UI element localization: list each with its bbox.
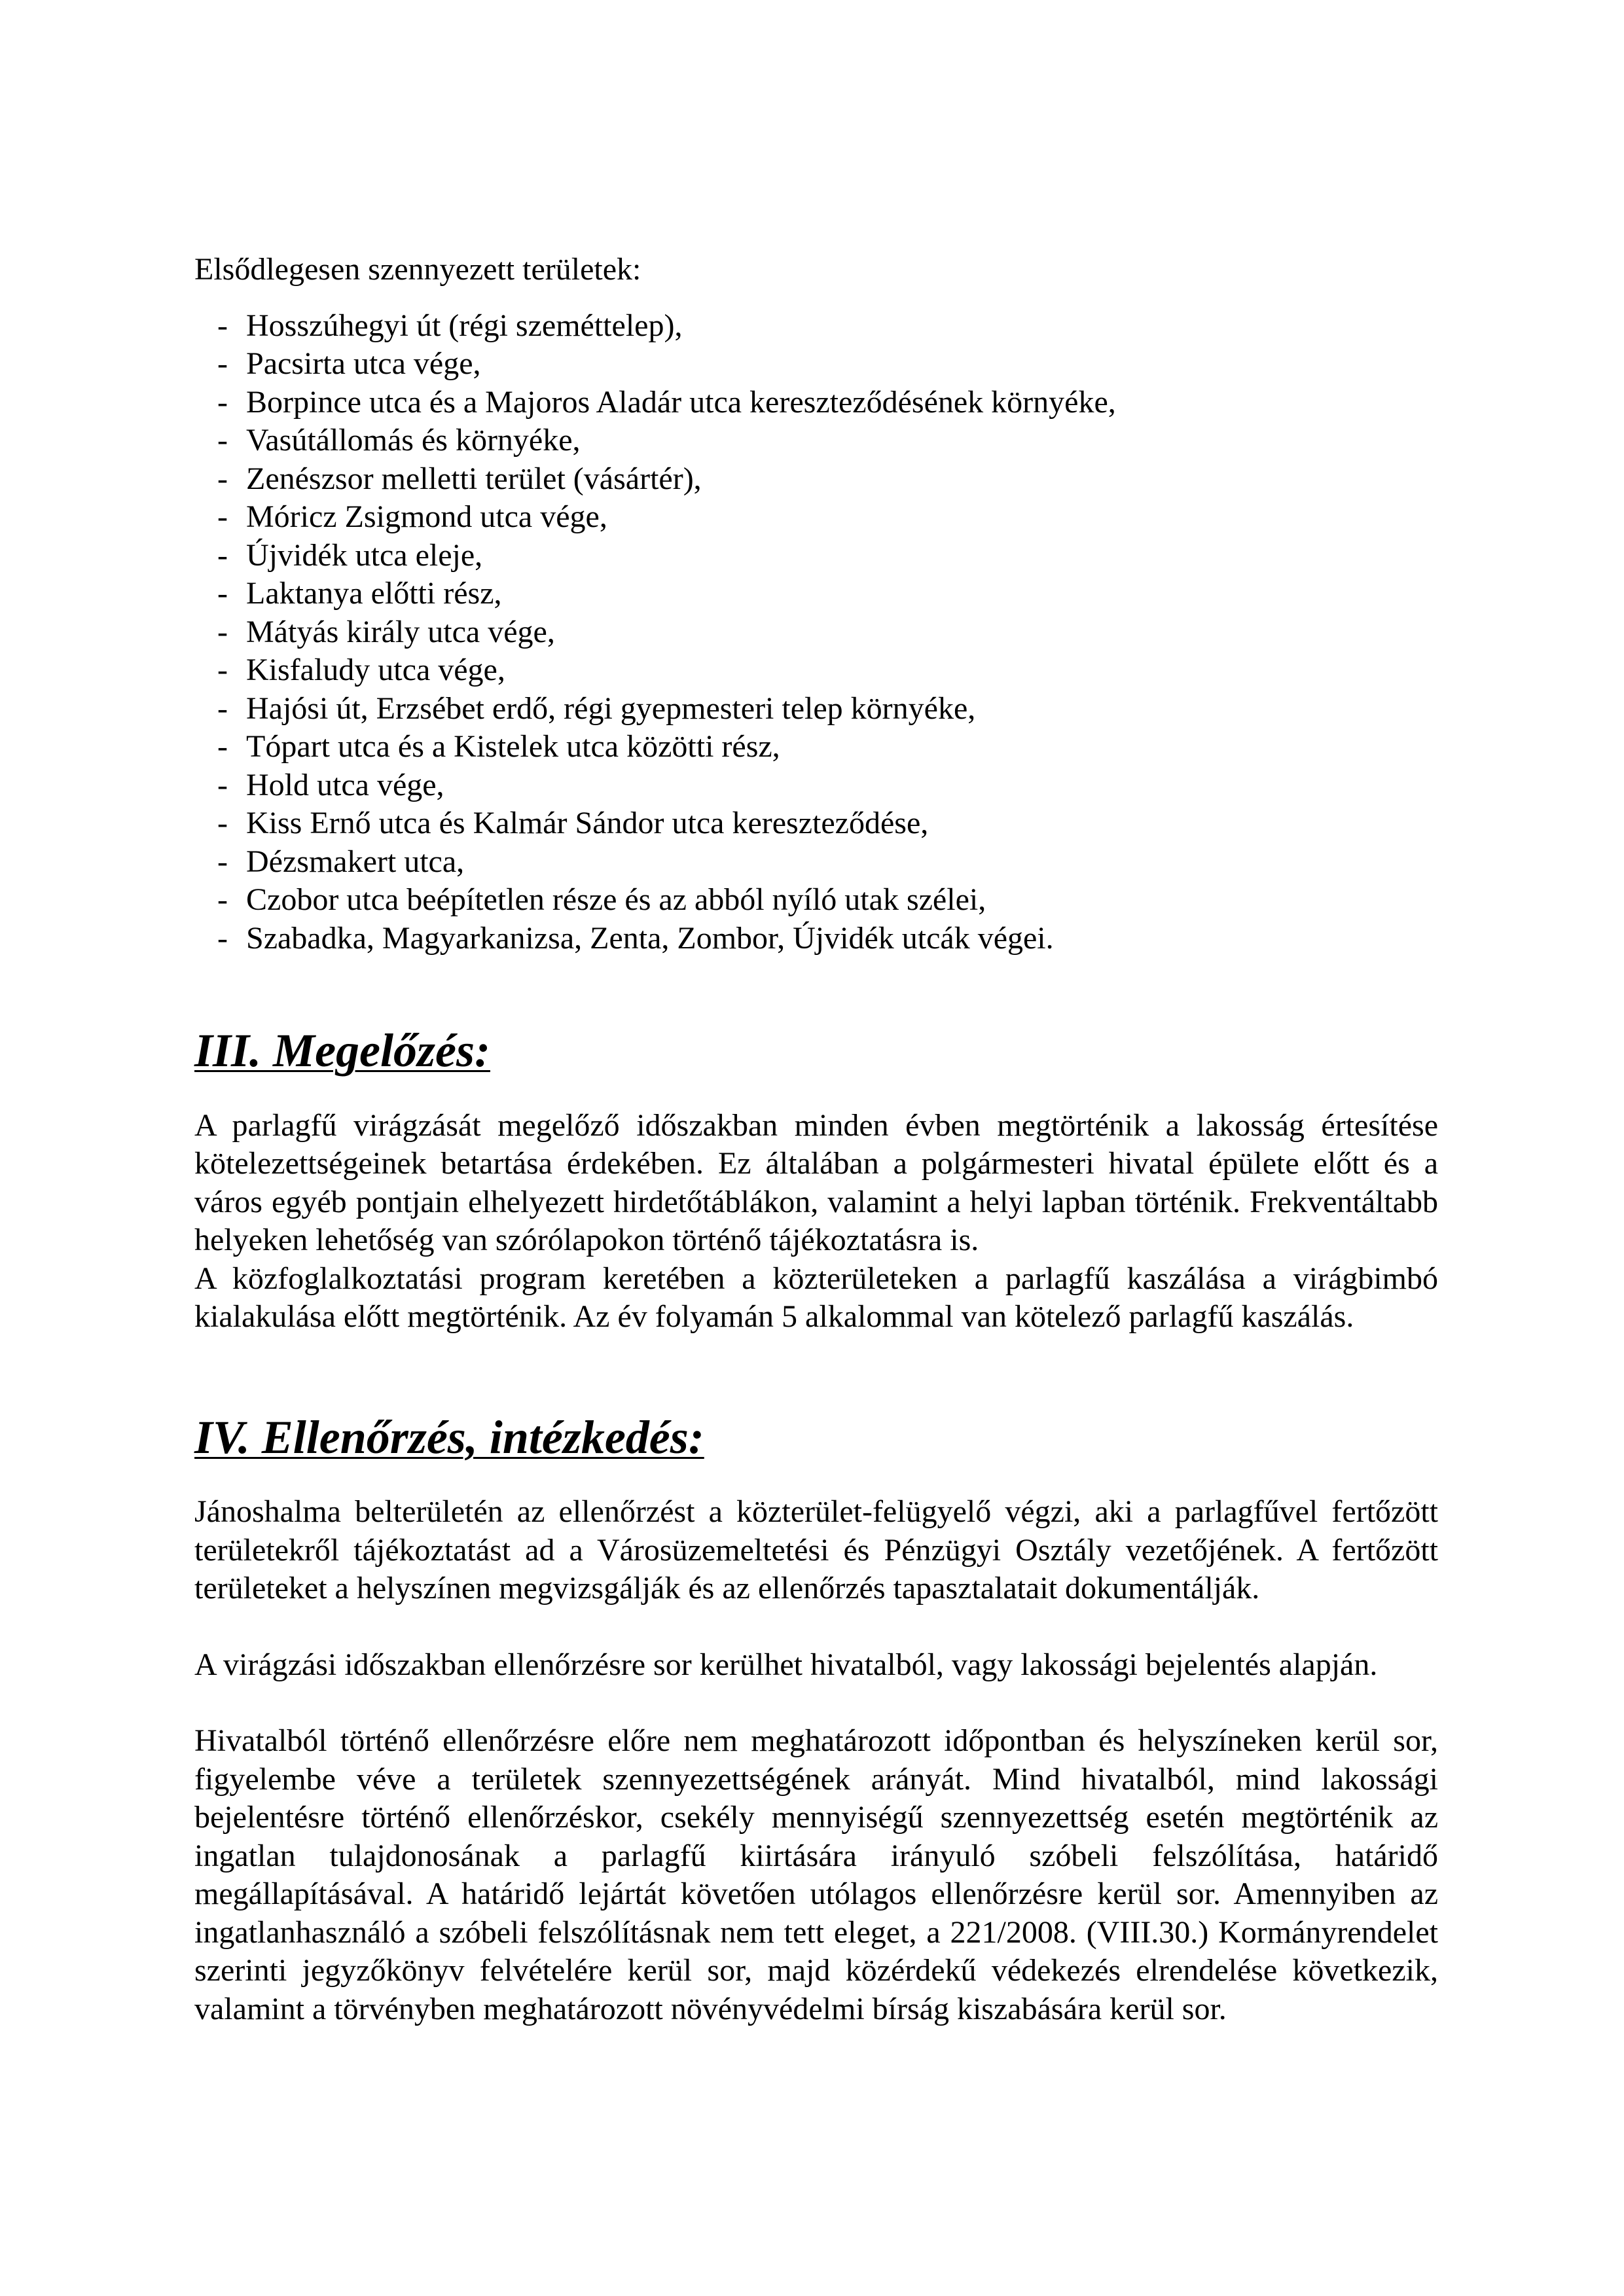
list-item	[194, 460, 1438, 499]
list-dash: -	[217, 882, 228, 917]
list-dash: -	[217, 691, 228, 726]
list-item	[194, 537, 1438, 575]
list-dash: -	[217, 767, 228, 802]
list-item-text: Dézsmakert utca,	[246, 844, 465, 879]
list-item	[194, 575, 1438, 613]
contaminated-areas-list	[194, 307, 1438, 958]
prevention-paragraph: A parlagfű virágzását megelőző időszakban minden évben megtörténik a lakosság értesítése kötelezettségeinek betartása érdekében. Ez általában a polgármesteri hivatal épülete előtt és a város egyéb pontjain elhelyezett hirdetőtáblákon, valamint a helyi lapban történik. Frekventáltabb helyeken lehetőség van szórólapokon történő tájékoztatásra is.	[194, 1107, 1438, 1257]
list-dash: -	[217, 346, 228, 381]
list-item	[194, 613, 1438, 652]
list-dash: -	[217, 384, 228, 420]
list-item	[194, 651, 1438, 690]
list-item	[194, 690, 1438, 728]
inspection-paragraph: Hivatalból történő ellenőrzésre előre nem meghatározott időpontban és helyszíneken kerül sor, figyelembe véve a területek szennyezettségének arányát. Mind hivatalból, mind lakossági bejelentésre történő ellenőrzéskor, csekély mennyiségű szennyezettség esetén megtörténik az ingatlan tulajdonosának a parlagfű kiirtására irányuló szóbeli felszólítása, határidő megállapításával. A határidő lejártát követően utólagos ellenőrzésre kerül sor. Amennyiben az ingatlanhasználó a szóbeli felszólításnak nem tett eleget, a 221/2008. (VIII.30.) Kormányrendelet szerinti jegyzőkönyv felvételére kerül sor, majd közérdekű védekezés elrendelése következik, valamint a törvényben meghatározott növényvédelmi bírság kiszabására kerül sor.	[194, 1723, 1438, 2026]
list-item	[194, 843, 1438, 882]
list-item	[194, 498, 1438, 537]
list-item	[194, 881, 1438, 920]
list-item-text: Szabadka, Magyarkanizsa, Zenta, Zombor, Újvidék utcák végei.	[246, 920, 1054, 956]
list-item-text: Kisfaludy utca vége,	[246, 653, 505, 687]
list-item-text: Hosszúhegyi út (régi szeméttelep),	[246, 308, 683, 343]
list-dash: -	[217, 461, 228, 496]
list-item-text: Tópart utca és a Kistelek utca közötti rész,	[246, 729, 780, 764]
list-item-text: Kiss Ernő utca és Kalmár Sándor utca kereszteződése,	[246, 806, 929, 840]
list-item-text: Hold utca vége,	[246, 767, 444, 802]
inspection-paragraph: Jánoshalma belterületén az ellenőrzést a közterület-felügyelő végzi, aki a parlagfűvel fertőzött területekről tájékoztatást ad a Városüzemeltetési és Pénzügyi Osztály vezetőjének. A fertőzött területeket a helyszínen megvizsgálják és az ellenőrzés tapasztalatait dokumentálják.	[194, 1494, 1438, 1605]
section-heading-prevention: III. Megelőzés:	[194, 1024, 490, 1077]
list-dash: -	[217, 537, 228, 573]
list-dash: -	[217, 920, 228, 956]
list-item	[194, 307, 1438, 346]
list-item-text: Borpince utca és a Majoros Aladár utca kereszteződésének környéke,	[246, 384, 1116, 420]
inspection-paragraph: A virágzási időszakban ellenőrzésre sor kerülhet hivatalból, vagy lakossági bejelentés alapján.	[194, 1647, 1378, 1682]
list-item-text: Zenészsor melletti terület (vásártér),	[246, 461, 702, 496]
list-dash: -	[217, 806, 228, 840]
list-dash: -	[217, 308, 228, 343]
list-item	[194, 422, 1438, 460]
list-item	[194, 920, 1438, 958]
list-dash: -	[217, 499, 228, 534]
list-item	[194, 384, 1438, 422]
list-item	[194, 728, 1438, 766]
list-item-text: Mátyás király utca vége,	[246, 614, 555, 649]
list-item	[194, 766, 1438, 805]
list-dash: -	[217, 653, 228, 687]
list-dash: -	[217, 576, 228, 611]
list-dash: -	[217, 423, 228, 457]
list-dash: -	[217, 844, 228, 879]
section-heading-inspection: IV. Ellenőrzés, intézkedés:	[194, 1410, 704, 1463]
document-body	[194, 251, 1438, 2028]
intro-label: Elsődlegesen szennyezett területek:	[194, 252, 641, 287]
list-item-text: Laktanya előtti rész,	[246, 576, 502, 611]
list-dash: -	[217, 614, 228, 649]
list-item-text: Czobor utca beépítetlen része és az abból nyíló utak szélei,	[246, 882, 986, 917]
list-item-text: Hajósi út, Erzsébet erdő, régi gyepmesteri telep környéke,	[246, 691, 976, 726]
list-item-text: Vasútállomás és környéke,	[246, 423, 581, 457]
list-item-text: Újvidék utca eleje,	[246, 537, 483, 573]
list-dash: -	[217, 729, 228, 764]
list-item-text: Pacsirta utca vége,	[246, 346, 481, 381]
list-item-text: Móricz Zsigmond utca vége,	[246, 499, 607, 534]
list-item	[194, 345, 1438, 384]
prevention-paragraph: A közfoglalkoztatási program keretében a közterületeken a parlagfű kaszálása a virágbimbó kialakulása előtt megtörténik. Az év folyamán 5 alkalommal van kötelező parlagfű kaszálás.	[194, 1261, 1438, 1334]
list-item	[194, 804, 1438, 843]
